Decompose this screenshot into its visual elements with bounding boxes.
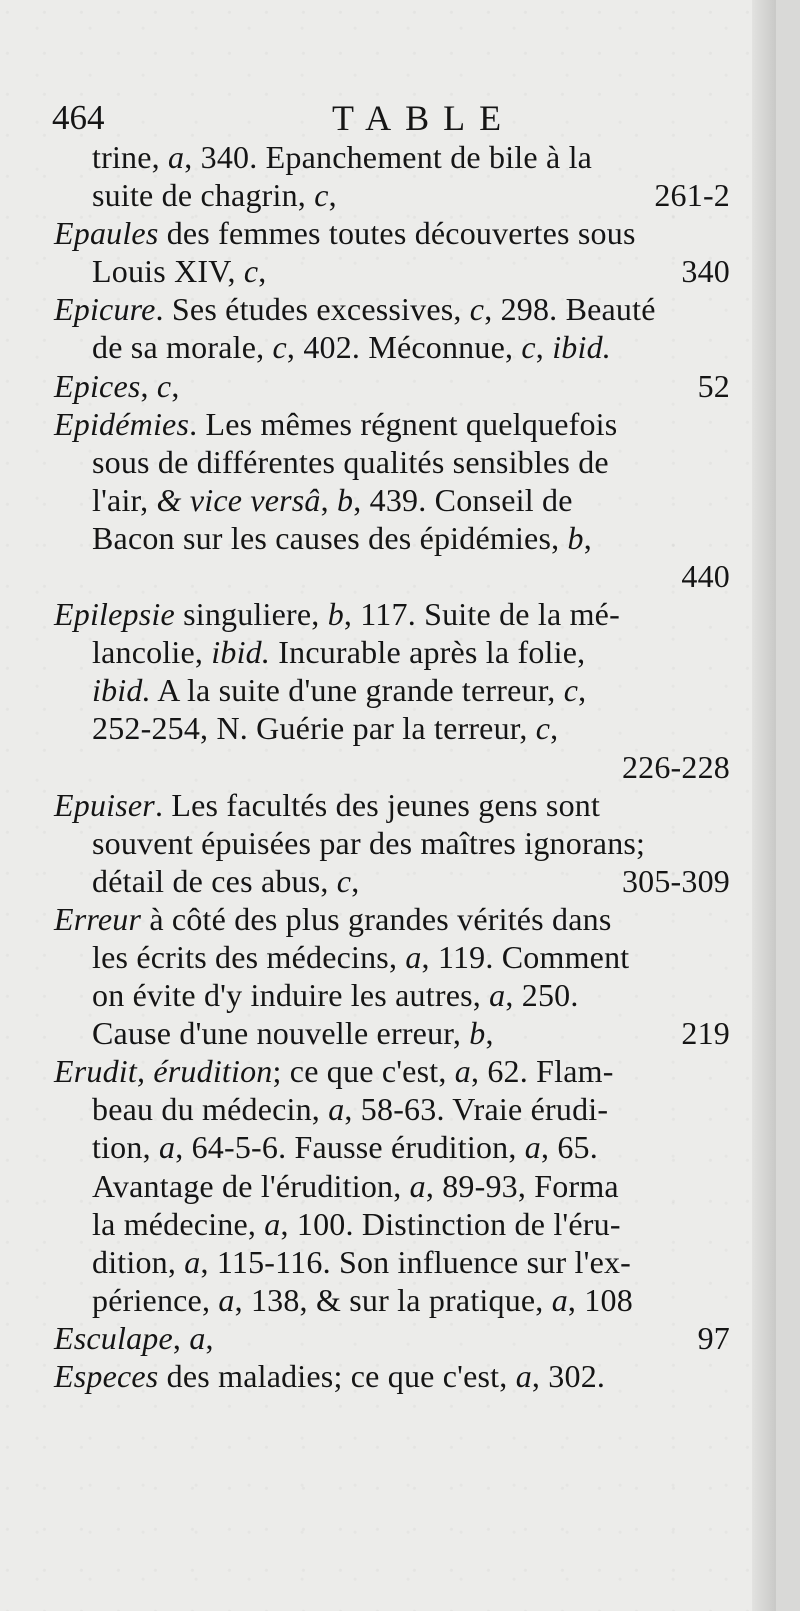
italic-text: a <box>524 1129 541 1166</box>
index-entry-line <box>54 290 730 328</box>
italic-text: c <box>563 672 579 709</box>
italic-text: c <box>272 329 287 366</box>
italic-text: ibid. <box>552 329 611 366</box>
text-segment: . Les mêmes régnent quelquefois <box>189 405 618 442</box>
line-text <box>92 709 558 747</box>
text-segment: ; ce que c'est, <box>272 1053 455 1090</box>
italic-text: Epilepsie <box>54 596 175 633</box>
index-continuation-line <box>54 176 730 214</box>
italic-text: a <box>184 1243 201 1280</box>
italic-text: c <box>469 291 485 328</box>
line-text <box>92 481 573 519</box>
index-continuation-line <box>54 1014 730 1052</box>
text-segment: , 302. <box>531 1358 606 1394</box>
line-text <box>92 443 609 481</box>
italic-text: b <box>327 596 344 633</box>
text-segment: Cause d'une nouvelle erreur, <box>92 1015 470 1052</box>
italic-text: c <box>156 367 172 404</box>
text-segment: , 439. Conseil de <box>353 481 573 518</box>
text-segment: , 58-63. Vraie érudi- <box>344 1091 609 1128</box>
text-segment: , <box>258 253 267 290</box>
page-reference: 440 <box>681 558 730 595</box>
index-entry-line <box>54 1357 730 1395</box>
line-text <box>54 290 656 328</box>
line-text <box>92 1281 633 1319</box>
text-segment: trine, <box>92 139 169 175</box>
index-entry-line <box>54 595 730 633</box>
text-segment: , 298. Beauté <box>484 291 656 328</box>
page-reference: 261-2 <box>654 177 730 214</box>
line-text <box>54 367 180 405</box>
line-text <box>92 176 337 214</box>
index-entry-line <box>54 900 730 938</box>
text-segment: , 402. Méconnue, <box>286 329 522 366</box>
text-segment: suite de chagrin, <box>92 177 315 214</box>
line-text <box>54 900 612 938</box>
text-segment: , 117. Suite de la mé- <box>343 596 620 633</box>
index-continuation-line <box>54 443 730 481</box>
text-segment: Bacon sur les causes des épidémies, <box>92 519 568 556</box>
line-text <box>92 1128 598 1166</box>
text-segment: de sa morale, <box>92 329 273 366</box>
text-segment: , <box>578 672 587 709</box>
text-segment: , <box>351 862 360 899</box>
line-text <box>54 1052 614 1090</box>
text-segment: A la suite d'une grande terreur, <box>150 672 564 709</box>
text-segment: , <box>171 367 180 404</box>
text-segment: beau du médecin, <box>92 1091 329 1128</box>
italic-text: b <box>469 1015 486 1052</box>
italic-text: c <box>314 177 329 214</box>
text-segment: dition, <box>92 1243 185 1280</box>
italic-text: Epidémies <box>54 405 190 442</box>
index-entry-line <box>54 1052 730 1090</box>
italic-text: a <box>158 1129 176 1166</box>
index-continuation-line <box>54 252 730 290</box>
page-reference: 305-309 <box>621 862 730 899</box>
index-continuation-line <box>54 519 730 557</box>
text-segment: , <box>140 367 157 404</box>
page-reference: 219 <box>681 1015 730 1052</box>
index-continuation-line <box>54 862 730 900</box>
line-text <box>92 633 585 671</box>
index-entry-line <box>54 367 730 405</box>
italic-text: c <box>521 329 536 366</box>
text-segment: , 65. <box>540 1129 598 1166</box>
text-segment: , 138, & sur la pratique, <box>234 1281 552 1318</box>
line-text <box>54 786 600 824</box>
text-segment: des femmes toutes découvertes sous <box>158 215 636 252</box>
line-text <box>92 671 586 709</box>
text-segment: , 340. Epanchement de bile à la <box>184 139 593 175</box>
index-continuation-line <box>54 328 730 366</box>
text-segment: , <box>320 481 338 518</box>
text-segment: . Ses études excessives, <box>155 291 470 328</box>
line-text <box>92 824 645 862</box>
page-number: 464 <box>52 98 105 137</box>
text-segment: , 100. Distinction de l'éru- <box>280 1205 621 1242</box>
text-segment: , 89-93, Forma <box>425 1167 619 1204</box>
text-segment: périence, <box>92 1281 219 1318</box>
italic-text: a <box>515 1358 532 1394</box>
italic-text: a <box>328 1091 345 1128</box>
text-segment: on évite d'y induire les autres, <box>92 977 490 1014</box>
text-segment: tion, <box>92 1129 159 1166</box>
index-continuation-line <box>54 824 730 862</box>
text-segment: à côté des plus grandes vérités dans <box>141 900 612 937</box>
text-segment: les écrits des médecins, <box>92 938 406 975</box>
index-continuation-line <box>54 938 730 976</box>
line-text <box>92 1205 621 1243</box>
line-text <box>92 1090 608 1128</box>
text-segment: singuliere, <box>174 596 328 633</box>
page-reference: 97 <box>697 1319 730 1356</box>
index-entry-line <box>54 405 730 443</box>
italic-text: b <box>567 519 584 556</box>
index-continuation-line <box>54 709 730 747</box>
text-segment: , 64-5-6. Fausse érudition, <box>175 1129 525 1166</box>
line-text <box>54 405 617 443</box>
text-segment: Louis XIV, <box>92 253 244 290</box>
text-segment: des maladies; ce que c'est, <box>158 1358 516 1394</box>
italic-text: Esculape <box>54 1319 173 1356</box>
text-segment: détail de ces abus, <box>92 862 337 899</box>
italic-text: Erudit, érudition <box>54 1053 273 1090</box>
italic-text: ibid. <box>211 634 271 671</box>
index-entry-line <box>54 214 730 252</box>
index-entries <box>54 138 730 1395</box>
index-continuation-line <box>54 748 730 786</box>
index-continuation-line <box>54 671 730 709</box>
text-segment: l'air, <box>92 481 157 518</box>
line-text <box>92 862 359 900</box>
index-continuation-line <box>54 1167 730 1205</box>
text-segment: 252-254, N. Guérie par la terreur, <box>92 710 536 747</box>
italic-text: c <box>535 710 551 747</box>
italic-text: a <box>218 1281 235 1318</box>
line-text <box>54 1319 214 1357</box>
index-entry-line <box>54 786 730 824</box>
italic-text: a <box>489 977 506 1014</box>
line-text <box>92 138 592 176</box>
line-text <box>92 519 592 557</box>
text-segment: Avantage de l'érudition, <box>92 1167 410 1204</box>
italic-text: c <box>336 862 352 899</box>
italic-text: & vice versâ <box>156 481 321 518</box>
italic-text: a <box>454 1053 471 1090</box>
text-segment: , 115-116. Son influence sur l'ex- <box>200 1243 632 1280</box>
italic-text: Erreur <box>54 900 142 937</box>
italic-text: Epuiser <box>54 786 155 823</box>
text-segment: lancolie, <box>92 634 212 671</box>
text-segment: , 108 <box>567 1281 633 1318</box>
text-segment: , <box>583 519 592 556</box>
line-text <box>54 214 636 252</box>
italic-text: a <box>264 1205 281 1242</box>
index-continuation-line <box>54 557 730 595</box>
index-continuation-line <box>54 1281 730 1319</box>
page-edge <box>752 0 776 1611</box>
index-entry-line <box>54 1319 730 1357</box>
text-segment: . Les facultés des jeunes gens sont <box>154 786 601 823</box>
text-segment: , <box>172 1319 190 1356</box>
text-segment: Incurable après la folie, <box>270 634 586 671</box>
text-segment: , 250. <box>505 977 579 1014</box>
italic-text: b <box>337 481 354 518</box>
text-segment: , <box>205 1319 214 1356</box>
index-continuation-line <box>54 1205 730 1243</box>
index-continuation-line <box>54 1128 730 1166</box>
running-title: TABLE <box>332 98 516 138</box>
italic-text: a <box>168 139 185 175</box>
index-continuation-line <box>54 976 730 1014</box>
line-text <box>92 1243 631 1281</box>
page-reference: 226-228 <box>621 748 730 785</box>
italic-text: c <box>243 253 259 290</box>
italic-text: Epicure <box>54 291 156 328</box>
text-segment: souvent épuisées par des maîtres ignorans; <box>92 824 646 861</box>
line-text <box>92 976 579 1014</box>
index-continuation-line <box>54 138 730 176</box>
page-reference: 340 <box>681 253 730 290</box>
italic-text: a <box>409 1167 426 1204</box>
text-segment: , <box>485 1015 494 1052</box>
text-segment: , <box>550 710 559 747</box>
index-continuation-line <box>54 633 730 671</box>
line-text <box>92 1167 619 1205</box>
italic-text: Epaules <box>54 215 159 252</box>
line-text <box>92 252 266 290</box>
text-segment: la médecine, <box>92 1205 265 1242</box>
line-text <box>92 938 629 976</box>
index-continuation-line <box>54 1090 730 1128</box>
line-text <box>54 595 620 633</box>
text-segment: , <box>535 329 553 366</box>
index-continuation-line <box>54 1243 730 1281</box>
line-text <box>92 1014 494 1052</box>
page-reference: 52 <box>697 367 730 404</box>
italic-text: a <box>405 938 422 975</box>
italic-text: Especes <box>54 1358 159 1394</box>
italic-text: ibid. <box>92 672 151 709</box>
italic-text: a <box>551 1281 568 1318</box>
text-segment: , 62. Flam- <box>470 1053 614 1090</box>
line-text <box>54 1357 605 1395</box>
text-segment: sous de différentes qualités sensibles de <box>92 443 609 480</box>
text-segment: , 119. Comment <box>421 938 630 975</box>
italic-text: Epices <box>54 367 141 404</box>
italic-text: a <box>189 1319 206 1356</box>
index-continuation-line <box>54 481 730 519</box>
line-text <box>92 328 611 366</box>
text-segment: , <box>328 177 337 214</box>
